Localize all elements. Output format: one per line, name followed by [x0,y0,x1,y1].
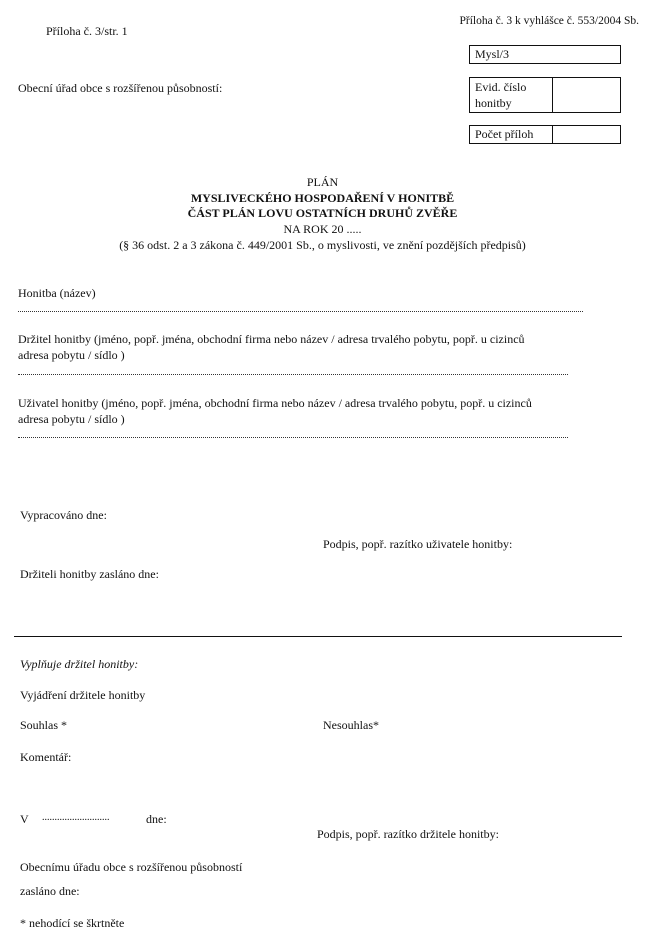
place-input[interactable]: ........................... [42,812,110,823]
hunting-area-label: Honitba (název) [18,286,96,300]
evid-number-box [469,77,621,113]
user-label-line1: Uživatel honitby (jméno, popř. jména, obchodní firma nebo název / adresa trvalého pobytu, popř. u cizinců [18,396,532,410]
holder-statement-label: Vyjádření držitele honitby [20,688,146,702]
comment-label: Komentář: [20,750,72,764]
section-divider [14,636,622,637]
title-plan: PLÁN [306,175,339,189]
date-label: dne: [146,812,167,826]
sent-office-label-line2: zasláno dne: [20,884,80,898]
holder-signature-label: Podpis, popř. razítko držitele honitby: [317,827,499,841]
evid-number-field[interactable] [553,78,620,112]
attachments-box [469,125,621,144]
evid-label-line1: Evid. číslo [475,80,527,94]
holder-input[interactable] [18,374,568,375]
attachment-reference: Příloha č. 3 k vyhlášce č. 553/2004 Sb. [459,15,639,27]
agree-option[interactable]: Souhlas * [20,718,68,732]
filled-by-holder-label: Vyplňuje držitel honitby: [20,657,139,671]
user-signature-label: Podpis, popř. razítko uživatele honitby: [323,537,513,551]
title-year: NA ROK 20 ..... [283,222,362,236]
form-code: Mysl/3 [475,47,510,61]
holder-label-line1: Držitel honitby (jméno, popř. jména, obchodní firma nebo název / adresa trvalého pobytu, popř. u cizinců [18,332,525,346]
evid-label-line2: honitby [475,96,512,110]
title-main: MYSLIVECKÉHO HOSPODAŘENÍ V HONITBĚ [190,191,455,205]
attachments-field[interactable] [553,126,620,143]
form-code-box [469,45,621,64]
prepared-date-label: Vypracováno dne: [20,508,107,522]
sent-to-holder-label: Držiteli honitby zasláno dne: [20,567,159,581]
user-input[interactable] [18,437,568,438]
sent-office-label-line1: Obecnímu úřadu obce s rozšířenou působností [20,860,243,874]
holder-label-line2: adresa pobytu / sídlo ) [18,348,125,362]
page-number: Příloha č. 3/str. 1 [46,24,128,38]
disagree-option[interactable]: Nesouhlas* [323,718,379,732]
user-label-line2: adresa pobytu / sídlo ) [18,412,125,426]
footnote: * nehodící se škrtněte [20,916,125,930]
office-label: Obecní úřad obce s rozšířenou působností: [18,81,223,95]
hunting-area-input[interactable] [18,311,583,312]
attachments-label: Počet příloh [475,127,534,141]
place-label: V [20,812,29,826]
title-part: ČÁST PLÁN LOVU OSTATNÍCH DRUHŮ ZVĚŘE [187,206,458,220]
title-law: (§ 36 odst. 2 a 3 zákona č. 449/2001 Sb., o myslivosti, ve znění pozdějších předpisů) [119,238,526,252]
